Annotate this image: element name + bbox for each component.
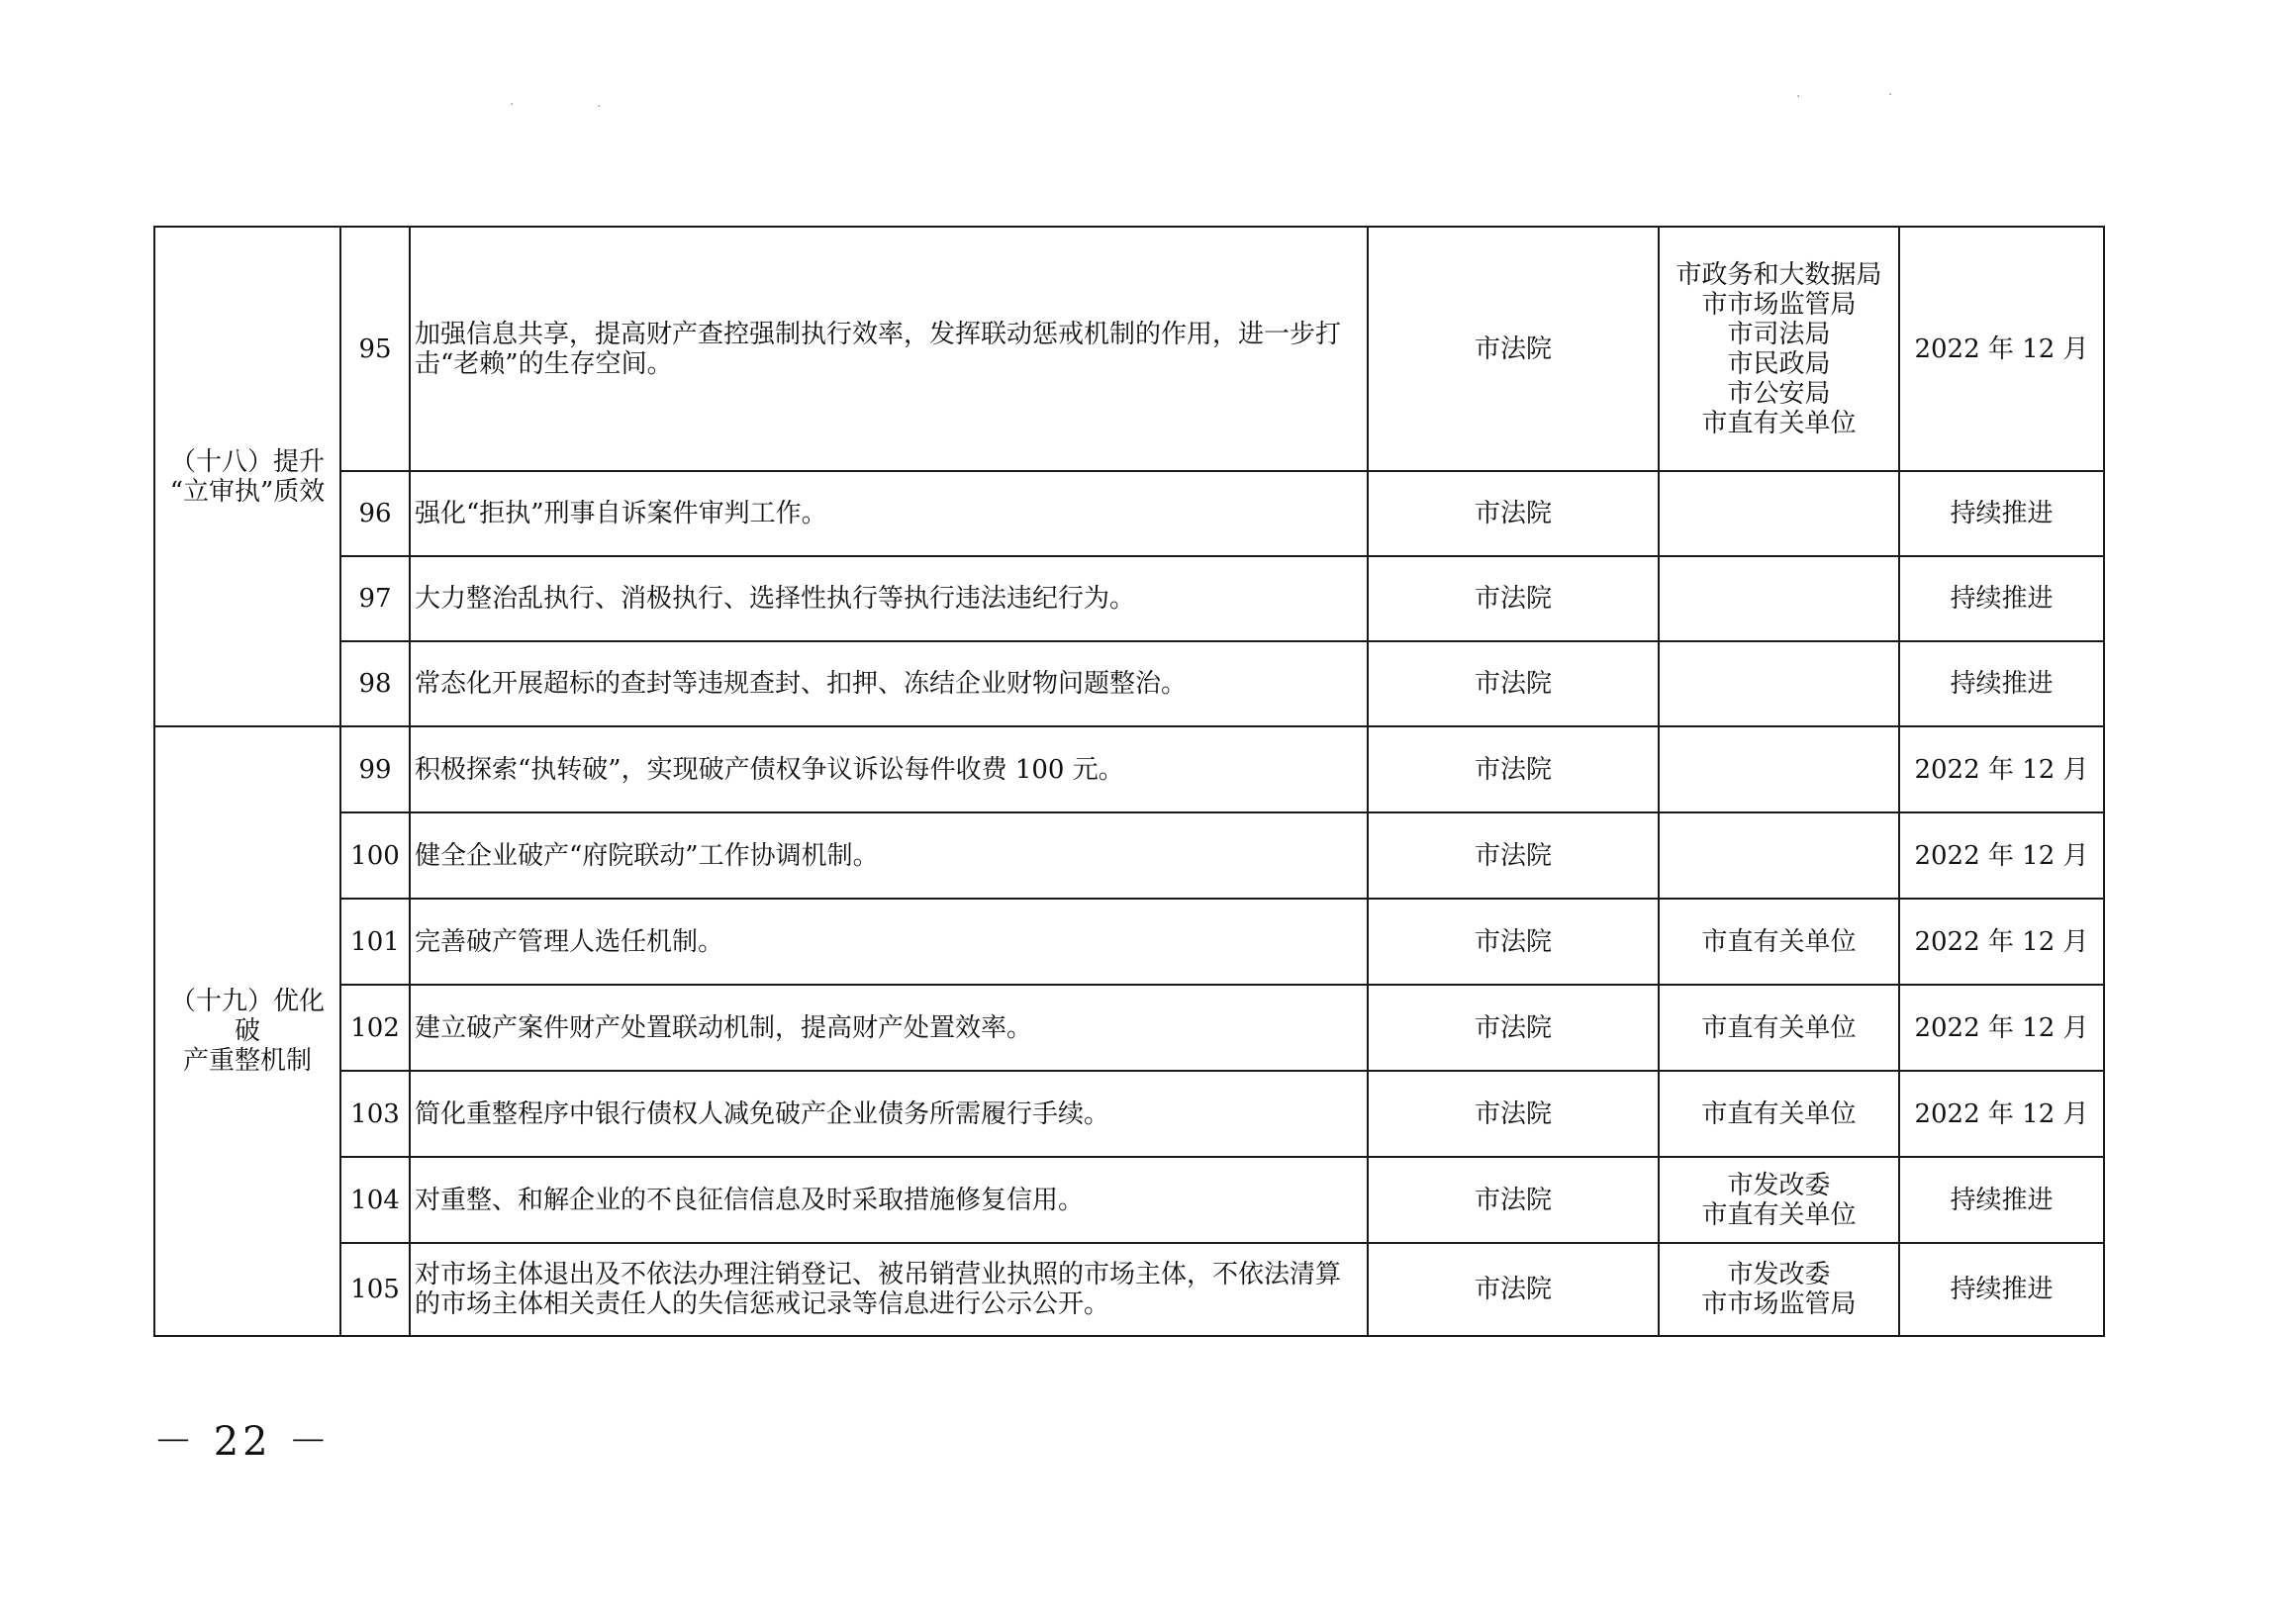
row-number: 100: [340, 812, 410, 899]
partner-unit: 市发改委: [1727, 1170, 1831, 1200]
row-number: 98: [340, 641, 410, 726]
row-number: 96: [340, 471, 410, 556]
task-content: 完善破产管理人选任机制。: [410, 899, 1368, 985]
partner-unit: 市直有关单位: [1701, 1199, 1857, 1230]
deadline: 持续推进: [1899, 556, 2104, 641]
scan-speck: ·: [597, 99, 602, 115]
deadline: 2022 年 12 月: [1899, 899, 2104, 985]
task-content: 对重整、和解企业的不良征信信息及时采取措施修复信用。: [410, 1157, 1368, 1243]
table-row: [154, 556, 2104, 641]
row-number: 102: [340, 985, 410, 1071]
table-row: [154, 985, 2104, 1071]
deadline: 持续推进: [1899, 1243, 2104, 1336]
group-label-cell: [154, 227, 340, 726]
page-number: － 22 －: [153, 1419, 333, 1465]
partner-unit: 市政务和大数据局: [1675, 259, 1882, 290]
partner-unit: 市市场监管局: [1701, 1289, 1857, 1319]
deadline: 持续推进: [1899, 1157, 2104, 1243]
task-content: 建立破产案件财产处置联动机制，提高财产处置效率。: [410, 985, 1368, 1071]
group-label-line: （十八）提升: [169, 446, 325, 477]
partner-unit: 市直有关单位: [1701, 1098, 1857, 1129]
partner-units: [1659, 1157, 1899, 1243]
task-content: 加强信息共享，提高财产查控强制执行效率，发挥联动惩戒机制的作用，进一步打击“老赖”的生存空间。: [410, 227, 1368, 471]
row-number: 99: [340, 726, 410, 812]
deadline: 2022 年 12 月: [1899, 227, 2104, 471]
partner-units: [1659, 1243, 1899, 1336]
partner-units: [1659, 985, 1899, 1071]
partner-unit: 市直有关单位: [1701, 408, 1857, 438]
deadline: 持续推进: [1899, 471, 2104, 556]
partner-units: [1659, 556, 1899, 641]
partner-unit: 市民政局: [1727, 348, 1831, 379]
task-content: 简化重整程序中银行债权人减免破产企业债务所需履行手续。: [410, 1071, 1368, 1157]
deadline: 2022 年 12 月: [1899, 812, 2104, 899]
group-label-line: （十九）优化破: [169, 987, 325, 1046]
partner-unit: 市发改委: [1727, 1260, 1831, 1289]
lead-unit: 市法院: [1368, 227, 1659, 471]
row-number: 101: [340, 899, 410, 985]
task-table: [153, 226, 2105, 1337]
partner-units: [1659, 471, 1899, 556]
partner-unit: 市市场监管局: [1701, 289, 1857, 320]
table-row: [154, 1243, 2104, 1336]
task-content: 常态化开展超标的查封等违规查封、扣押、冻结企业财物问题整治。: [410, 641, 1368, 726]
scan-speck: ·: [510, 97, 515, 113]
lead-unit: 市法院: [1368, 1243, 1659, 1336]
partner-units: [1659, 899, 1899, 985]
lead-unit: 市法院: [1368, 726, 1659, 812]
scan-speck: ·: [1888, 87, 1893, 103]
lead-unit: 市法院: [1368, 899, 1659, 985]
partner-units: [1659, 812, 1899, 899]
task-content: 大力整治乱执行、消极执行、选择性执行等执行违法违纪行为。: [410, 556, 1368, 641]
lead-unit: 市法院: [1368, 641, 1659, 726]
lead-unit: 市法院: [1368, 1157, 1659, 1243]
partner-unit: 市司法局: [1727, 319, 1831, 349]
partner-units: [1659, 1071, 1899, 1157]
task-content: 积极探索“执转破”，实现破产债权争议诉讼每件收费 100 元。: [410, 726, 1368, 812]
partner-unit: 市直有关单位: [1701, 1012, 1857, 1043]
group-label-cell: [154, 726, 340, 1336]
partner-units: [1659, 227, 1899, 471]
table-row: [154, 726, 2104, 812]
row-number: 104: [340, 1157, 410, 1243]
table-row: [154, 641, 2104, 726]
row-number: 95: [340, 227, 410, 471]
table-row: [154, 1071, 2104, 1157]
lead-unit: 市法院: [1368, 985, 1659, 1071]
partner-unit: 市公安局: [1727, 378, 1831, 409]
partner-units: [1659, 641, 1899, 726]
table-row: [154, 1157, 2104, 1243]
group-label-line: 产重整机制: [182, 1046, 312, 1076]
table-row: [154, 812, 2104, 899]
task-content: 强化“拒执”刑事自诉案件审判工作。: [410, 471, 1368, 556]
lead-unit: 市法院: [1368, 812, 1659, 899]
table-row: [154, 899, 2104, 985]
task-content: 对市场主体退出及不依法办理注销登记、被吊销营业执照的市场主体，不依法清算的市场主体相关责任人的失信惩戒记录等信息进行公示公开。: [410, 1243, 1368, 1336]
row-number: 105: [340, 1243, 410, 1336]
deadline: 2022 年 12 月: [1899, 1071, 2104, 1157]
row-number: 103: [340, 1071, 410, 1157]
row-number: 97: [340, 556, 410, 641]
table-row: [154, 471, 2104, 556]
group-label-line: “立审执”质效: [169, 476, 326, 507]
table-row: [154, 227, 2104, 471]
lead-unit: 市法院: [1368, 1071, 1659, 1157]
deadline: 2022 年 12 月: [1899, 726, 2104, 812]
task-content: 健全企业破产“府院联动”工作协调机制。: [410, 812, 1368, 899]
scan-speck: ·: [1796, 89, 1801, 105]
partner-units: [1659, 726, 1899, 812]
lead-unit: 市法院: [1368, 471, 1659, 556]
lead-unit: 市法院: [1368, 556, 1659, 641]
deadline: 持续推进: [1899, 641, 2104, 726]
deadline: 2022 年 12 月: [1899, 985, 2104, 1071]
partner-unit: 市直有关单位: [1701, 926, 1857, 957]
